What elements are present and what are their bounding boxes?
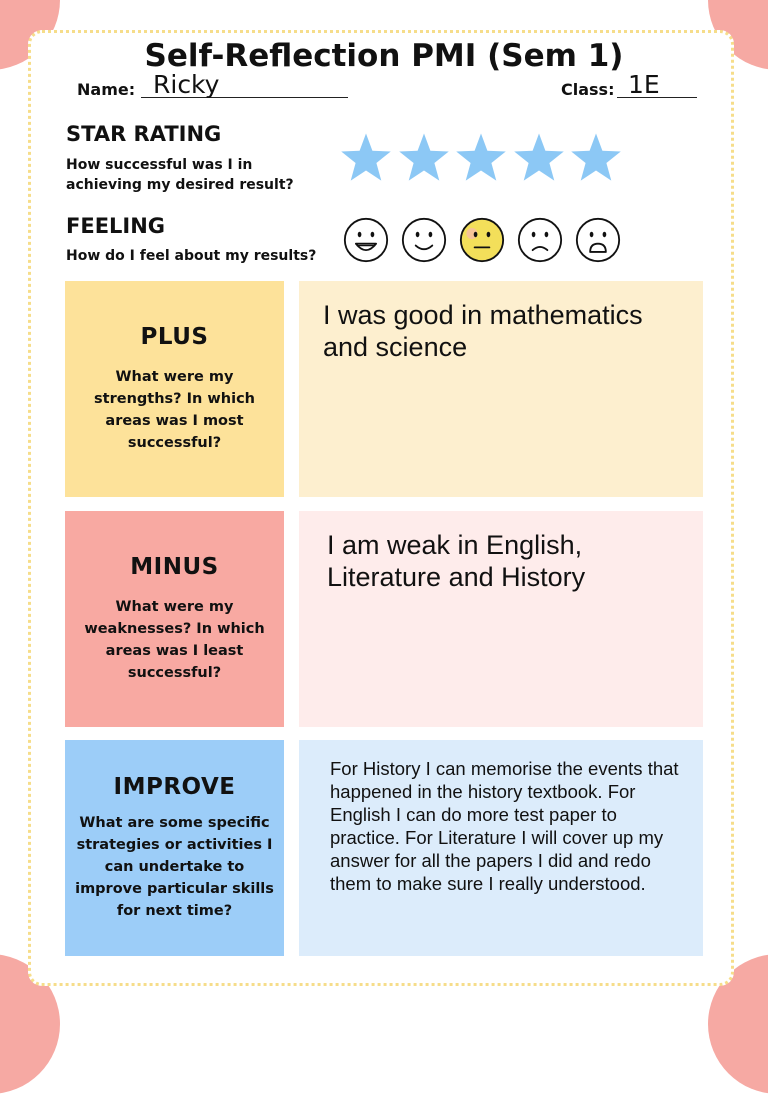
star-rating-question-line2: achieving my desired result? (66, 177, 294, 193)
star-icon[interactable] (398, 132, 450, 184)
minus-answer-box[interactable] (299, 511, 703, 727)
minus-answer: I am weak in English, Literature and History (327, 530, 586, 592)
minus-label-box (65, 511, 284, 727)
name-field[interactable]: Ricky (153, 70, 220, 99)
star-rating-heading: STAR RATING (66, 122, 222, 146)
plus-answer: I was good in mathematics and science (323, 300, 643, 362)
star-icon[interactable] (570, 132, 622, 184)
plus-question: What were my strengths? In which areas was I most successful? (94, 369, 255, 451)
improve-answer-box[interactable] (299, 740, 703, 956)
plus-answer-box[interactable] (299, 281, 703, 497)
star-icon[interactable] (340, 132, 392, 184)
feeling-question: How do I feel about my results? (66, 248, 317, 264)
star-icon[interactable] (513, 132, 565, 184)
class-field[interactable]: 1E (628, 70, 660, 99)
big-smile-face-icon[interactable] (343, 217, 389, 263)
class-label: Class: (561, 80, 615, 99)
minus-question: What were my weaknesses? In which areas was I least successful? (84, 599, 265, 681)
plus-label-box (65, 281, 284, 497)
page-title: Self-Reflection PMI (Sem 1) (144, 38, 624, 74)
smile-face-icon[interactable] (401, 217, 447, 263)
improve-question: What are some specific strategies or activities I can undertake to improve particular skills for next time? (75, 815, 274, 919)
sad-face-icon[interactable] (575, 217, 621, 263)
name-label: Name: (77, 80, 136, 99)
minus-heading: MINUS (130, 554, 219, 580)
frown-face-icon[interactable] (517, 217, 563, 263)
star-rating-question-line1: How successful was I in (66, 157, 253, 173)
feeling-heading: FEELING (66, 214, 166, 238)
improve-heading: IMPROVE (113, 774, 236, 800)
improve-label-box (65, 740, 284, 956)
improve-answer: For History I can memorise the events that happened in the history textbook. For English I can do more test paper to practice. For Literature I will cover up my answer for all the papers I did and redo them to make sure I really understood. (330, 758, 679, 894)
plus-heading: PLUS (140, 324, 209, 350)
neutral-face-icon[interactable] (459, 217, 505, 263)
star-icon[interactable] (455, 132, 507, 184)
